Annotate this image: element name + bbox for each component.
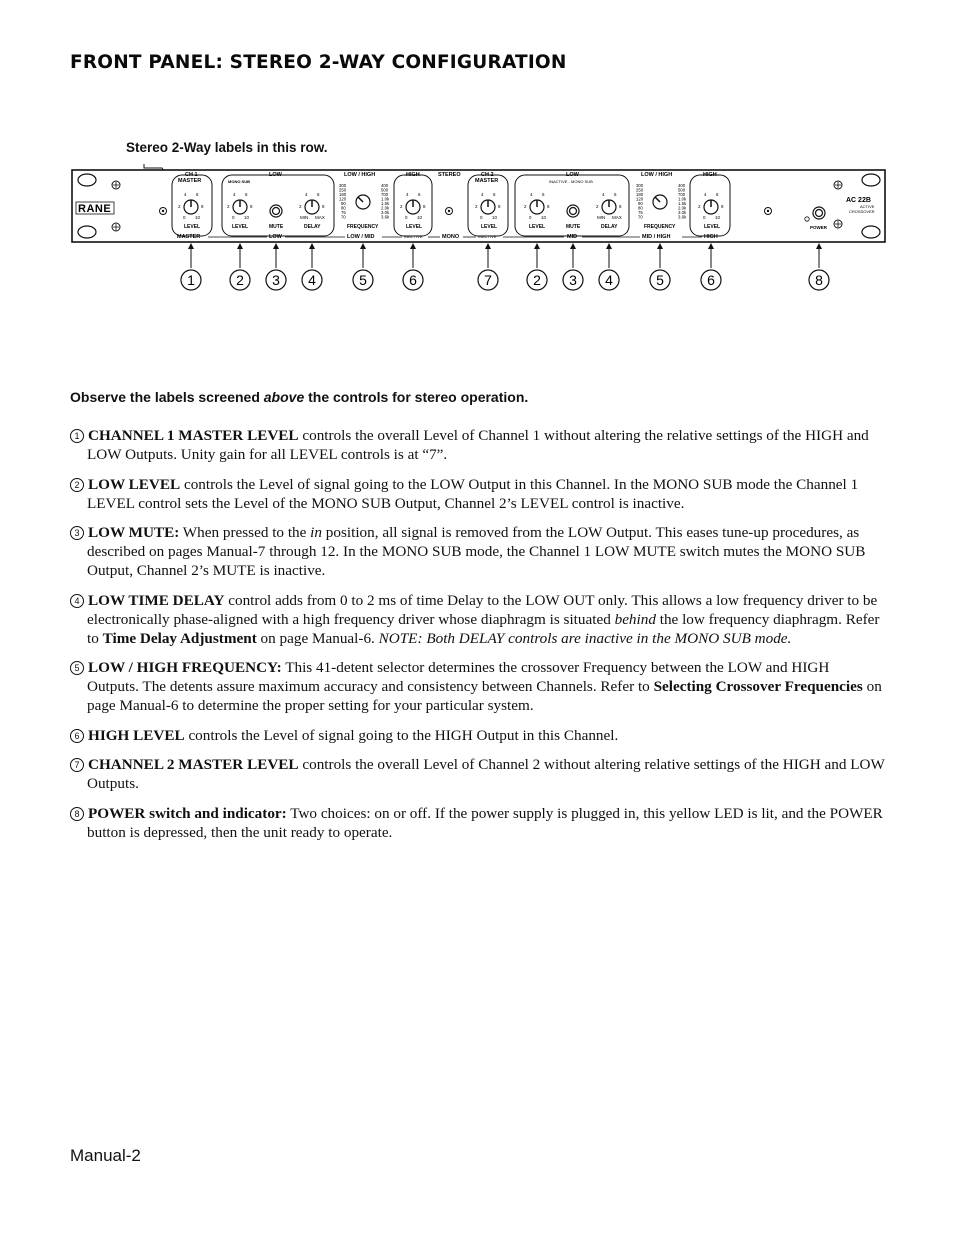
svg-text:1.0k: 1.0k	[381, 196, 390, 202]
svg-text:0: 0	[703, 215, 706, 220]
svg-text:10: 10	[715, 215, 721, 220]
item-term: POWER switch and indicator:	[88, 804, 287, 822]
control-label: LEVEL	[184, 224, 201, 230]
control-label: MUTE	[566, 224, 581, 230]
callout-number-2b	[527, 270, 547, 290]
svg-text:5: 5	[359, 272, 367, 288]
svg-text:8: 8	[619, 204, 622, 209]
item-number: 1	[70, 429, 84, 443]
page-footer: Manual-2	[70, 1146, 141, 1165]
svg-text:700: 700	[381, 192, 389, 197]
ch2-high-level-knob[interactable]	[704, 200, 718, 214]
svg-text:1.5k: 1.5k	[678, 201, 687, 206]
svg-text:80: 80	[638, 205, 643, 211]
label-inactive-mono-sub: INACTIVE - MONO SUB	[549, 179, 593, 184]
svg-text:4: 4	[602, 192, 605, 197]
screw-icon	[834, 220, 842, 228]
list-item: 7 CHANNEL 2 MASTER LEVEL controls the overall Level of Channel 2 without altering relative settings of the HIGH and LOW Outputs.	[70, 755, 885, 793]
brand-logo: RANE	[78, 203, 112, 215]
ch2-low-mute-button[interactable]	[567, 205, 579, 217]
svg-text:120: 120	[339, 196, 347, 202]
svg-text:250: 250	[339, 187, 347, 193]
svg-text:8: 8	[322, 204, 325, 209]
svg-text:6: 6	[196, 192, 199, 197]
item-term: LOW / HIGH FREQUENCY:	[88, 659, 282, 676]
svg-text:400: 400	[678, 183, 686, 188]
label-low-high: LOW / HIGH	[344, 172, 376, 178]
svg-text:2: 2	[299, 204, 302, 209]
control-label: LEVEL	[529, 224, 546, 230]
svg-text:10: 10	[244, 215, 250, 220]
callout-number-4b	[599, 270, 619, 290]
callout-number-6b	[701, 270, 721, 290]
svg-text:120: 120	[636, 196, 644, 202]
label-high-2: HIGH	[703, 172, 717, 178]
svg-text:0: 0	[232, 215, 235, 220]
label-low-high-2: LOW / HIGH	[641, 172, 673, 178]
svg-text:90: 90	[341, 201, 346, 206]
svg-text:10: 10	[417, 215, 423, 220]
svg-text:2: 2	[236, 272, 244, 288]
svg-text:3: 3	[569, 272, 577, 288]
svg-text:2: 2	[178, 204, 181, 209]
control-label: DELAY	[601, 224, 618, 230]
ch2-low-delay-knob[interactable]	[602, 200, 616, 214]
control-label: LEVEL	[406, 224, 423, 230]
svg-text:700: 700	[678, 192, 686, 197]
svg-text:10: 10	[541, 215, 547, 220]
svg-text:75: 75	[341, 210, 346, 215]
item-term: LOW LEVEL	[88, 475, 181, 493]
svg-text:4: 4	[406, 192, 409, 197]
list-item: 2 LOW LEVEL controls the Level of signal going to the LOW Output in this Channel. In the MONO SUB mode the Channel 1 LEVEL control sets the Level of the MONO SUB Output, Channel 2’s LEVEL control is inactive.	[70, 475, 885, 513]
callout-lines	[191, 245, 819, 268]
svg-text:0: 0	[405, 215, 408, 220]
svg-text:MAX: MAX	[612, 215, 622, 220]
page-heading: FRONT PANEL: STEREO 2-WAY CONFIGURATION	[70, 52, 567, 73]
svg-text:8: 8	[201, 204, 204, 209]
svg-text:10: 10	[195, 215, 201, 220]
screw-icon	[112, 223, 120, 231]
bottom-label: MID	[567, 234, 578, 240]
svg-text:8: 8	[250, 204, 253, 209]
item-number: 3	[70, 526, 84, 540]
svg-text:1.0k: 1.0k	[678, 196, 687, 202]
svg-text:2.0k: 2.0k	[381, 205, 390, 211]
item-term: CHANNEL 1 MASTER LEVEL	[88, 427, 299, 444]
ch1-master-level-knob[interactable]	[184, 200, 198, 214]
svg-text:0: 0	[183, 215, 186, 220]
svg-text:6: 6	[409, 272, 417, 288]
description-list	[70, 426, 885, 852]
ch1-high-level-knob[interactable]	[406, 200, 420, 214]
model-sub-label: ACTIVE	[860, 204, 875, 209]
svg-text:8: 8	[721, 204, 724, 209]
svg-text:8: 8	[547, 204, 550, 209]
ch2-frequency-knob[interactable]	[653, 195, 667, 209]
svg-text:MAX: MAX	[315, 215, 325, 220]
ch2-master-level-knob[interactable]	[481, 200, 495, 214]
svg-text:2: 2	[698, 204, 701, 209]
power-label: POWER	[810, 225, 828, 230]
svg-text:4: 4	[305, 192, 308, 197]
control-label: LEVEL	[481, 224, 498, 230]
bottom-label: LOW	[269, 234, 282, 240]
list-item: 8 POWER switch and indicator: Two choices: on or off. If the power supply is plugged in, this yellow LED is lit, and the POWER button is depressed, then the unit ready to operate.	[70, 804, 885, 842]
control-label: LEVEL	[704, 224, 721, 230]
control-label: FREQUENCY	[347, 224, 379, 230]
item-number: 7	[70, 758, 84, 772]
svg-text:500: 500	[381, 187, 389, 193]
ch1-low-level-knob[interactable]	[233, 200, 247, 214]
control-label: MUTE	[269, 224, 284, 230]
svg-text:8: 8	[498, 204, 501, 209]
svg-text:70: 70	[341, 214, 346, 220]
svg-text:2: 2	[533, 272, 541, 288]
svg-text:3.0k: 3.0k	[381, 210, 390, 215]
callout-number-5	[353, 270, 373, 290]
svg-text:400: 400	[381, 183, 389, 188]
item-term: HIGH LEVEL	[88, 726, 185, 744]
callout-number-2	[230, 270, 250, 290]
svg-text:2: 2	[596, 204, 599, 209]
svg-text:4: 4	[233, 192, 236, 197]
list-item: 4 LOW TIME DELAY control adds from 0 to 2 ms of time Delay to the LOW OUT only. This allows a low frequency driver to be electronically phase-aligned with a high frequency driver whose diaphragm is situated behind the low frequency diaphragm. Refer to Time Delay Adjustment on page Manual-6. NOTE: Both DELAY controls are inactive in the MONO SUB mode.	[70, 591, 885, 648]
list-item: 5 LOW / HIGH FREQUENCY: This 41-detent selector determines the crossover Frequency between the LOW and HIGH Outputs. The detents assure maximum accuracy and consistency between Channels. Refer to Selecting Crossover Frequencies on page Manual-6 to determine the proper setting for your particular system.	[70, 658, 885, 715]
callout-number-3	[266, 270, 286, 290]
label-low: LOW	[269, 172, 282, 178]
screw-icon	[112, 181, 120, 189]
front-panel-diagram	[60, 160, 900, 300]
svg-text:6: 6	[493, 192, 496, 197]
svg-text:75: 75	[638, 210, 643, 215]
label-ch2: CH 2	[481, 172, 494, 178]
svg-text:4: 4	[530, 192, 533, 197]
svg-text:300: 300	[339, 183, 347, 188]
svg-text:0: 0	[480, 215, 483, 220]
item-number: 5	[70, 661, 84, 675]
svg-text:2: 2	[227, 204, 230, 209]
ch1-frequency-knob[interactable]	[356, 195, 370, 209]
ch1-low-mute-button[interactable]	[270, 205, 282, 217]
label-mono-sub: MONO SUB	[228, 179, 250, 184]
callout-label: Stereo 2-Way labels in this row.	[126, 140, 328, 155]
svg-text:4: 4	[184, 192, 187, 197]
bottom-label: LOW / MID	[347, 234, 375, 240]
callout-number-6	[403, 270, 423, 290]
callout-number-5b	[650, 270, 670, 290]
svg-text:90: 90	[638, 201, 643, 206]
svg-text:6: 6	[245, 192, 248, 197]
svg-text:1.5k: 1.5k	[381, 201, 390, 206]
bottom-label: INACTIVE	[404, 234, 423, 239]
svg-text:2: 2	[475, 204, 478, 209]
svg-text:6: 6	[614, 192, 617, 197]
svg-text:180: 180	[339, 192, 347, 197]
ch1-low-delay-knob[interactable]	[305, 200, 319, 214]
svg-text:4: 4	[308, 272, 316, 288]
list-item: 1 CHANNEL 1 MASTER LEVEL controls the overall Level of Channel 1 without altering the relative settings of the HIGH and LOW Outputs. Unity gain for all LEVEL controls is at “7”.	[70, 426, 885, 464]
svg-text:180: 180	[636, 192, 644, 197]
svg-text:6: 6	[707, 272, 715, 288]
svg-text:10: 10	[492, 215, 498, 220]
svg-text:7: 7	[484, 272, 492, 288]
svg-text:8: 8	[815, 272, 823, 288]
svg-text:5: 5	[656, 272, 664, 288]
item-number: 2	[70, 478, 84, 492]
svg-text:500: 500	[678, 187, 686, 193]
svg-text:4: 4	[481, 192, 484, 197]
model-sub-label: CROSSOVER	[849, 209, 875, 214]
svg-text:3.6k: 3.6k	[381, 214, 390, 220]
svg-text:0: 0	[529, 215, 532, 220]
item-term: LOW TIME DELAY	[88, 591, 225, 609]
callout-number-4	[302, 270, 322, 290]
svg-text:6: 6	[418, 192, 421, 197]
list-item: 6 HIGH LEVEL controls the Level of signal going to the HIGH Output in this Channel.	[70, 726, 885, 745]
svg-text:6: 6	[317, 192, 320, 197]
control-label: DELAY	[304, 224, 321, 230]
svg-text:3.6k: 3.6k	[678, 214, 687, 220]
callout-arrowheads	[188, 243, 822, 249]
screw-icon	[834, 181, 842, 189]
label-stereo: STEREO	[438, 172, 461, 178]
callout-number-1	[181, 270, 201, 290]
bottom-label: MASTER	[177, 234, 201, 240]
label-ch1: CH 1	[185, 172, 198, 178]
item-term: LOW MUTE:	[88, 524, 180, 541]
svg-text:3: 3	[272, 272, 280, 288]
svg-text:8: 8	[423, 204, 426, 209]
subheading: Observe the labels screened above the controls for stereo operation.	[70, 389, 529, 405]
svg-text:2: 2	[524, 204, 527, 209]
item-number: 6	[70, 729, 84, 743]
label-master: MASTER	[178, 178, 202, 184]
svg-text:250: 250	[636, 187, 644, 193]
list-item: 3 LOW MUTE: When pressed to the in position, all signal is removed from the LOW Output. This eases tune-up procedures, as described on pages Manual-7 through 12. In the MONO SUB mode, the Channel 1 LOW MUTE switch mutes the MONO SUB Output, Channel 2’s MUTE is inactive.	[70, 523, 885, 580]
bottom-label: MID / HIGH	[642, 234, 671, 240]
item-number: 8	[70, 807, 84, 821]
callout-number-8	[809, 270, 829, 290]
power-button[interactable]	[813, 207, 825, 219]
callout-number-3b	[563, 270, 583, 290]
label-low-2: LOW	[566, 172, 579, 178]
bottom-label: INACTIVE	[478, 234, 497, 239]
control-label: LEVEL	[232, 224, 249, 230]
svg-text:300: 300	[636, 183, 644, 188]
label-high: HIGH	[406, 172, 420, 178]
bottom-label: MONO	[442, 234, 460, 240]
model-label: AC 22B	[846, 197, 871, 204]
svg-text:2.0k: 2.0k	[678, 205, 687, 211]
svg-text:2: 2	[400, 204, 403, 209]
svg-text:6: 6	[716, 192, 719, 197]
svg-text:MIN: MIN	[300, 215, 309, 220]
ch2-low-level-knob[interactable]	[530, 200, 544, 214]
item-number: 4	[70, 594, 84, 608]
svg-text:MIN: MIN	[597, 215, 606, 220]
control-label: FREQUENCY	[644, 224, 676, 230]
power-led-icon	[805, 217, 809, 221]
svg-text:1: 1	[187, 272, 195, 288]
bottom-label: HIGH	[704, 234, 718, 240]
svg-text:4: 4	[704, 192, 707, 197]
svg-text:70: 70	[638, 214, 643, 220]
svg-text:6: 6	[542, 192, 545, 197]
item-term: CHANNEL 2 MASTER LEVEL	[88, 756, 299, 773]
svg-text:80: 80	[341, 205, 346, 211]
svg-text:3.0k: 3.0k	[678, 210, 687, 215]
callout-number-7	[478, 270, 498, 290]
svg-text:4: 4	[605, 272, 613, 288]
label-master-2: MASTER	[475, 178, 499, 184]
